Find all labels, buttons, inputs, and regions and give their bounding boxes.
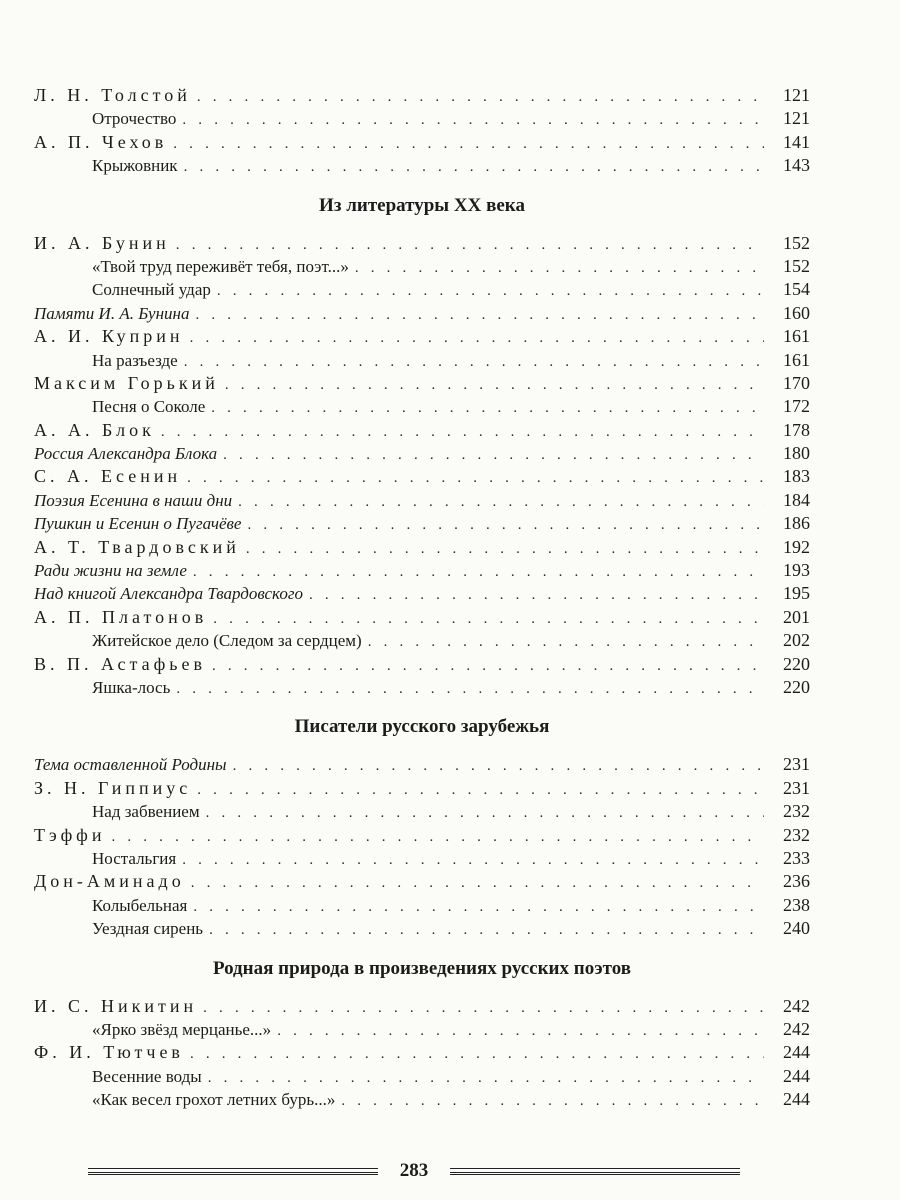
toc-page-number: 231 [783,777,810,798]
toc-entry [34,1088,810,1111]
toc-page-number: 242 [783,995,810,1016]
toc-page-number: 231 [783,754,810,775]
toc-work-title: Яшка-лось [92,677,171,697]
toc-entry [34,512,810,535]
dot-leader [208,1067,764,1090]
table-of-contents [34,84,810,1111]
toc-entry [34,753,810,776]
toc-page-number: 244 [783,1042,810,1063]
dot-leader [212,655,764,678]
toc-work-title: Ностальгия [92,848,177,868]
toc-work-title: Весенние воды [92,1066,202,1086]
toc-page-number: 154 [783,279,810,300]
toc-entry [34,800,810,823]
dot-leader [213,608,764,631]
toc-entry [34,653,810,676]
toc-page-number: 152 [783,232,810,253]
toc-author-title: В. П. Астафьев [34,653,206,674]
toc-entry [34,1041,810,1064]
toc-page-number: 232 [783,801,810,822]
toc-page-number: 186 [783,513,810,534]
toc-page-number: 161 [783,349,810,370]
toc-entry [34,465,810,488]
toc-work-title: Над забвением [92,802,200,822]
toc-work-title: На разъезде [92,350,178,370]
toc-author-title: И. С. Никитин [34,995,198,1016]
toc-work-title: Песня о Соколе [92,397,206,417]
dot-leader [206,802,764,825]
toc-work-title: «Твой труд переживёт тебя, поэт...» [92,256,349,276]
toc-page-number: 232 [783,824,810,845]
toc-entry [34,302,810,325]
toc-page-number: 178 [783,419,810,440]
toc-entry [34,777,810,800]
toc-work-title: «Ярко звёзд мерцанье...» [92,1019,272,1039]
toc-author-title: Максим Горький [34,372,219,393]
dot-leader [246,538,764,561]
section-heading: Писатели русского зарубежья [294,716,550,738]
toc-entry [34,395,810,418]
toc-author-title: А. А. Блок [34,419,155,440]
toc-author-title: С. А. Есенин [34,466,182,487]
toc-entry [34,870,810,893]
dot-leader [190,327,764,350]
toc-page-number: 220 [783,653,810,674]
toc-page-number: 240 [783,918,810,939]
dot-leader [355,257,764,280]
toc-entry [34,995,810,1018]
dot-leader [309,584,764,607]
toc-entry [34,107,810,130]
dot-leader [203,997,764,1020]
toc-entry [34,1065,810,1088]
toc-entry [34,536,810,559]
dot-leader [176,234,764,257]
toc-entry [34,676,810,699]
dot-leader [247,514,764,537]
toc-entry [34,824,810,847]
dot-leader [195,304,764,327]
toc-entry [34,372,810,395]
toc-author-title: Дон-Аминадо [34,871,185,892]
toc-page-number: 143 [783,155,810,176]
toc-work-title: Отрочество [92,109,177,129]
toc-page-number: 172 [783,396,810,417]
toc-essay-title: Поэзия Есенина в наши дни [34,490,233,510]
toc-page-number: 184 [783,489,810,510]
toc-entry [34,442,810,465]
toc-entry [34,582,810,605]
toc-author-title: А. Т. Твардовский [34,536,240,557]
toc-author-title: А. П. Чехов [34,131,168,152]
toc-page-number: 180 [783,443,810,464]
toc-page-number: 195 [783,583,810,604]
dot-leader [217,280,764,303]
toc-author-title: Тэффи [34,824,106,845]
dot-leader [111,826,764,849]
dot-leader [173,133,764,156]
dot-leader [182,849,764,872]
toc-page-number: 160 [783,302,810,323]
toc-entry [34,232,810,255]
toc-work-title: «Как весел грохот летних бурь...» [92,1090,336,1110]
dot-leader [197,86,764,109]
toc-work-title: Солнечный удар [92,280,211,300]
toc-essay-title: Над книгой Александра Твардовского [34,584,303,604]
toc-page-number: 242 [783,1018,810,1039]
dot-leader [176,678,764,701]
toc-author-title: Л. Н. Толстой [34,85,191,105]
toc-author-title: Ф. И. Тютчев [34,1042,184,1063]
toc-page-number: 192 [783,536,810,557]
toc-essay-title: Памяти И. А. Бунина [34,303,190,323]
dot-leader [225,374,764,397]
footer-rule-left [88,1168,378,1175]
toc-entry [34,154,810,177]
toc-essay-title: Ради жизни на земле [34,561,187,581]
toc-work-title: Колыбельная [92,895,188,915]
toc-essay-title: Тема оставленной Родины [34,755,227,775]
dot-leader [368,631,764,654]
toc-author-title: И. А. Бунин [34,232,170,253]
dot-leader [238,491,764,514]
toc-page-number: 220 [783,676,810,697]
toc-page-number: 202 [783,630,810,651]
toc-author-title: А. И. Куприн [34,326,184,347]
toc-entry [34,325,810,348]
page-number: 283 [399,1160,429,1181]
toc-author-title: З. Н. Гиппиус [34,777,192,798]
dot-leader [184,156,764,179]
page-footer [88,1154,740,1188]
toc-entry [34,84,810,107]
toc-work-title: Уездная сирень [92,919,204,939]
toc-page-number: 233 [783,847,810,868]
toc-entry [34,847,810,870]
toc-page-number: 201 [783,606,810,627]
section-heading: Родная природа в произведениях русских поэтов [212,957,632,979]
dot-leader [223,444,764,467]
toc-page-number: 152 [783,255,810,276]
dot-leader [184,351,764,374]
dot-leader [193,896,764,919]
toc-entry [34,606,810,629]
toc-page-number: 183 [783,466,810,487]
section-heading: Из литературы XX века [319,194,525,216]
toc-entry [34,255,810,278]
toc-author-title: А. П. Платонов [34,606,208,627]
toc-essay-title: Пушкин и Есенин о Пугачёве [34,514,242,534]
dot-leader [197,779,764,802]
dot-leader [211,397,764,420]
toc-page-number: 244 [783,1065,810,1086]
footer-rule-right [450,1168,740,1175]
toc-page-number: 236 [783,871,810,892]
toc-entry [34,1018,810,1041]
toc-page-number: 170 [783,372,810,393]
toc-page-number: 121 [783,85,810,105]
toc-page-number: 161 [783,326,810,347]
dot-leader [193,561,764,584]
toc-entry [34,489,810,512]
toc-entry [34,131,810,154]
toc-page-number: 141 [783,131,810,152]
toc-entry [34,559,810,582]
toc-page-number: 238 [783,894,810,915]
toc-entry [34,917,810,940]
dot-leader [182,109,764,132]
toc-page-number: 121 [783,108,810,129]
toc-entry [34,278,810,301]
dot-leader [187,467,764,490]
toc-page-number: 244 [783,1089,810,1110]
toc-entry [34,894,810,917]
toc-page-number: 193 [783,560,810,581]
dot-leader [233,755,764,778]
toc-entry [34,629,810,652]
toc-essay-title: Россия Александра Блока [34,444,218,464]
dot-leader [341,1090,764,1113]
toc-entry [34,419,810,442]
toc-work-title: Житейское дело (Следом за сердцем) [92,631,362,651]
toc-work-title: Крыжовник [92,156,178,176]
dot-leader [191,872,764,895]
dot-leader [161,421,764,444]
toc-entry [34,349,810,372]
dot-leader [190,1043,764,1066]
dot-leader [277,1020,764,1043]
dot-leader [209,919,764,942]
